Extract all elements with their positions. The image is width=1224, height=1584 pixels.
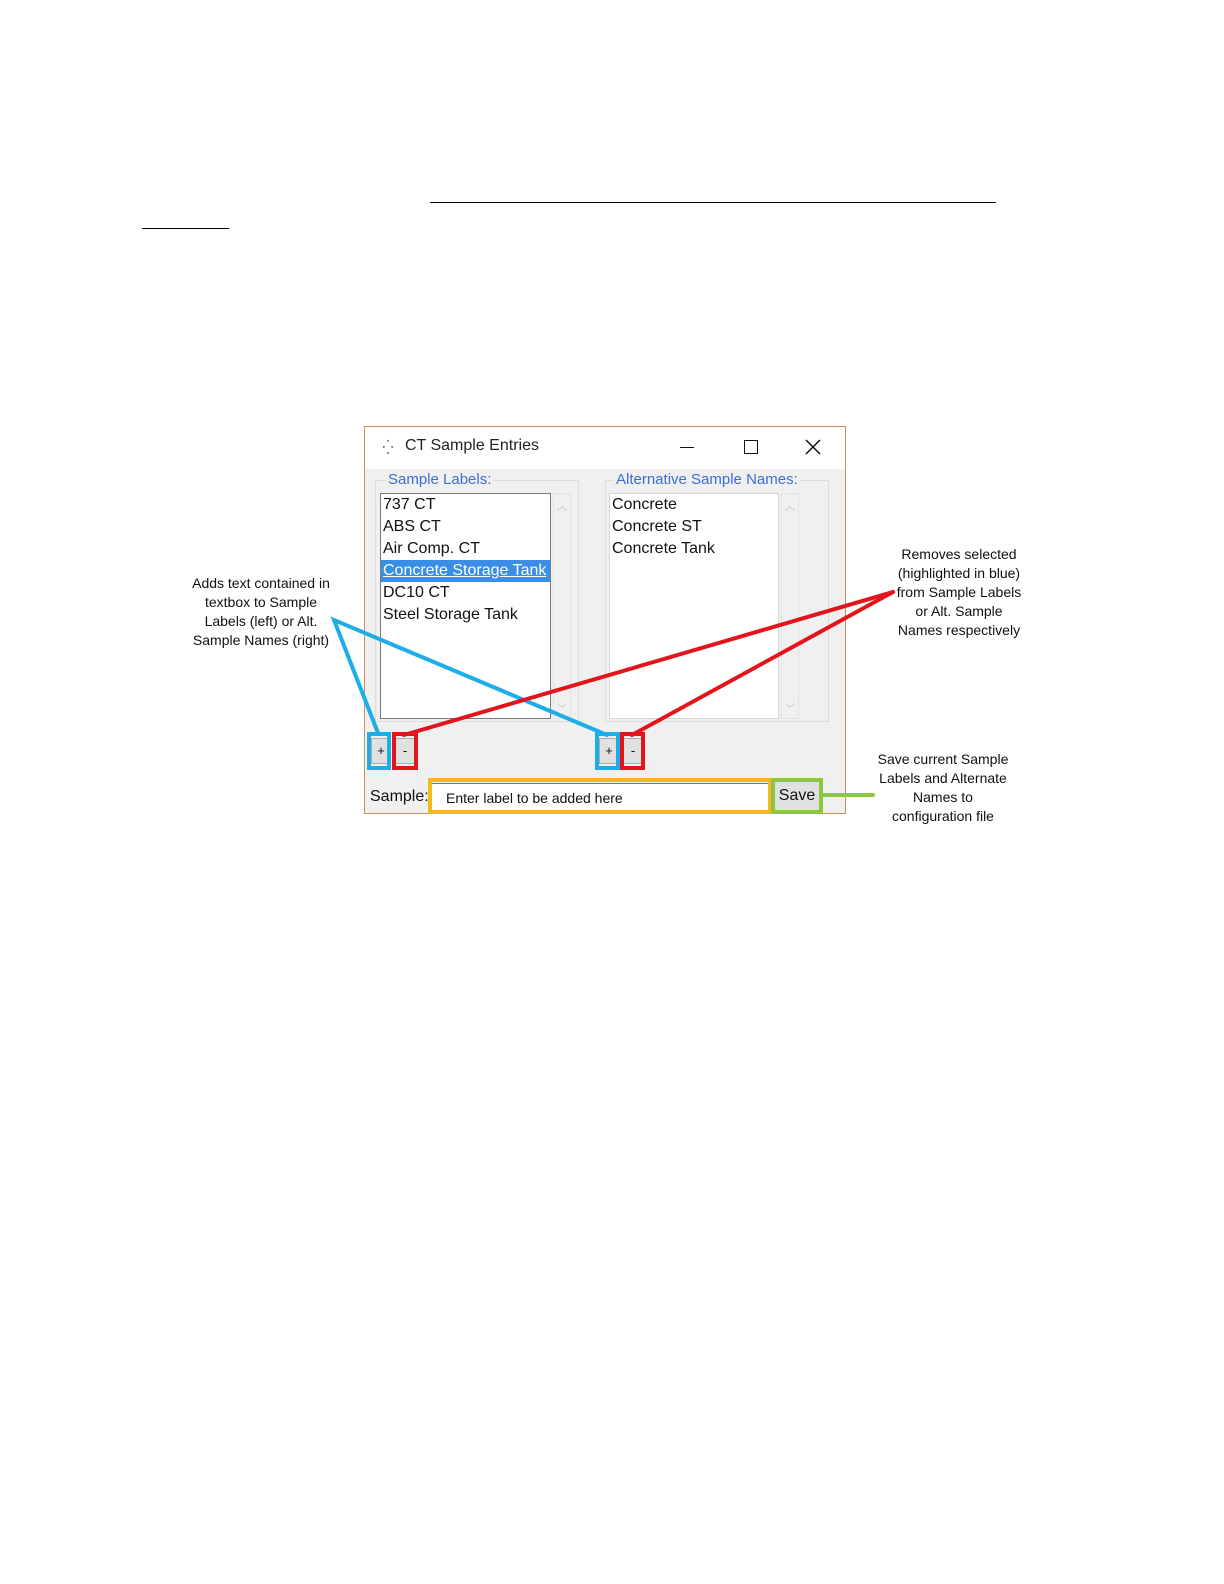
scroll-up-icon[interactable]: ︿ <box>557 502 567 513</box>
remove-annotation: Removes selected (highlighted in blue) from Sample Labels or Alt. Sample Names respectively <box>896 546 1022 638</box>
sample-field-label: Sample: <box>370 788 429 805</box>
remove-callout-line-left <box>404 592 893 735</box>
add-sample-label-button[interactable]: + <box>371 738 391 764</box>
list-item-selected[interactable]: Concrete Storage Tank <box>381 560 550 582</box>
window-title: CT Sample Entries <box>405 437 539 454</box>
list-item[interactable]: Concrete ST <box>612 518 702 535</box>
list-item[interactable]: Concrete <box>612 496 677 513</box>
list-item[interactable]: ABS CT <box>383 518 441 535</box>
add-annotation: Adds text contained in textbox to Sample Labels (left) or Alt. Sample Names (right) <box>192 575 330 648</box>
list-item[interactable]: 737 CT <box>383 496 436 513</box>
add-alt-name-button[interactable]: + <box>599 738 619 764</box>
add-callout-line <box>334 620 607 735</box>
list-item[interactable]: Concrete Tank <box>612 540 715 557</box>
remove-sample-label-button[interactable]: - <box>395 738 415 764</box>
remove-alt-name-button[interactable]: - <box>623 738 643 764</box>
sample-labels-heading: Sample Labels: <box>388 471 492 488</box>
save-button[interactable]: Save <box>773 781 821 811</box>
app-icon: ⁛ <box>382 439 394 455</box>
list-item[interactable]: DC10 CT <box>383 584 450 601</box>
scroll-down-icon[interactable]: ﹀ <box>557 704 567 715</box>
scroll-down-icon[interactable]: ﹀ <box>785 704 795 715</box>
list-item[interactable]: Air Comp. CT <box>383 540 480 557</box>
save-annotation: Save current Sample Labels and Alternate Names to configuration file <box>877 751 1009 824</box>
scroll-up-icon[interactable]: ︿ <box>785 502 795 513</box>
alt-names-heading: Alternative Sample Names: <box>616 471 798 488</box>
remove-callout-line-right <box>632 592 893 735</box>
list-item[interactable]: Steel Storage Tank <box>383 606 518 623</box>
